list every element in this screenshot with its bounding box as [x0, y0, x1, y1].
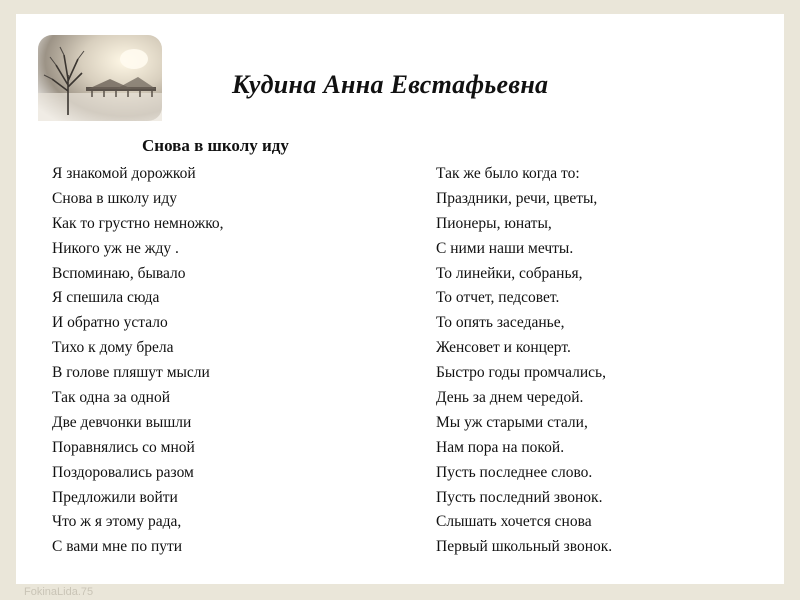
poem-line: Поравнялись со мной — [52, 438, 195, 456]
poem-line: И обратно устало — [52, 314, 168, 332]
poem-line: Нам пора на покой. — [436, 438, 565, 456]
poem-line: Вспоминаю, бывало — [52, 264, 186, 282]
winter-landscape-drawing — [38, 35, 162, 121]
poem-line: Мы уж старыми стали, — [436, 413, 588, 431]
poem-line: Никого уж не жду . — [52, 239, 179, 257]
poem-line: Как то грустно немножко, — [52, 214, 224, 232]
poem-line: Тихо к дому брела — [52, 339, 174, 357]
author-title: Кудина Анна Евстафьевна — [232, 70, 549, 99]
poem-title: Снова в школу иду — [142, 136, 289, 155]
poem-line: То отчет, педсовет. — [436, 289, 560, 307]
poem-line: Слышать хочется снова — [436, 513, 592, 531]
poem-line: Первый школьный звонок. — [436, 538, 613, 556]
poem-line: Женсовет и концерт. — [436, 339, 571, 357]
poem-line: С вами мне по пути — [52, 538, 183, 556]
slide — [16, 14, 784, 584]
poem-line: Снова в школу иду — [52, 189, 177, 207]
poem-line: Праздники, речи, цветы, — [436, 189, 598, 207]
poem-line: Поздоровались разом — [52, 463, 194, 481]
poem-line: Так одна за одной — [52, 389, 171, 407]
poem-line: С ними наши мечты. — [436, 239, 574, 257]
poem-line: Пусть последний звонок. — [436, 488, 603, 506]
poem-line: Что ж я этому рада, — [52, 513, 182, 531]
poem-left-column — [52, 162, 224, 560]
poem-line: Пионеры, юнаты, — [436, 214, 552, 232]
poem-line: Я знакомой дорожкой — [52, 165, 196, 182]
winter-landscape-photo — [38, 35, 162, 121]
watermark: FokinaLida.75 — [24, 586, 94, 598]
poem-line: Предложили войти — [52, 488, 178, 506]
poem-line: Пусть последнее слово. — [436, 463, 593, 481]
poem-line: Быстро годы промчались, — [436, 364, 606, 382]
poem-line: То линейки, собранья, — [436, 264, 583, 282]
poem-line: День за днем чередой. — [436, 389, 584, 407]
poem-line: Я спешила сюда — [52, 289, 160, 307]
poem-line: Две девчонки вышли — [52, 413, 192, 431]
poem-line: Так же было когда то: — [436, 165, 580, 182]
poem-line: В голове пляшут мысли — [52, 364, 210, 382]
poem-right-column — [436, 162, 612, 560]
poem-line: То опять заседанье, — [436, 314, 565, 332]
